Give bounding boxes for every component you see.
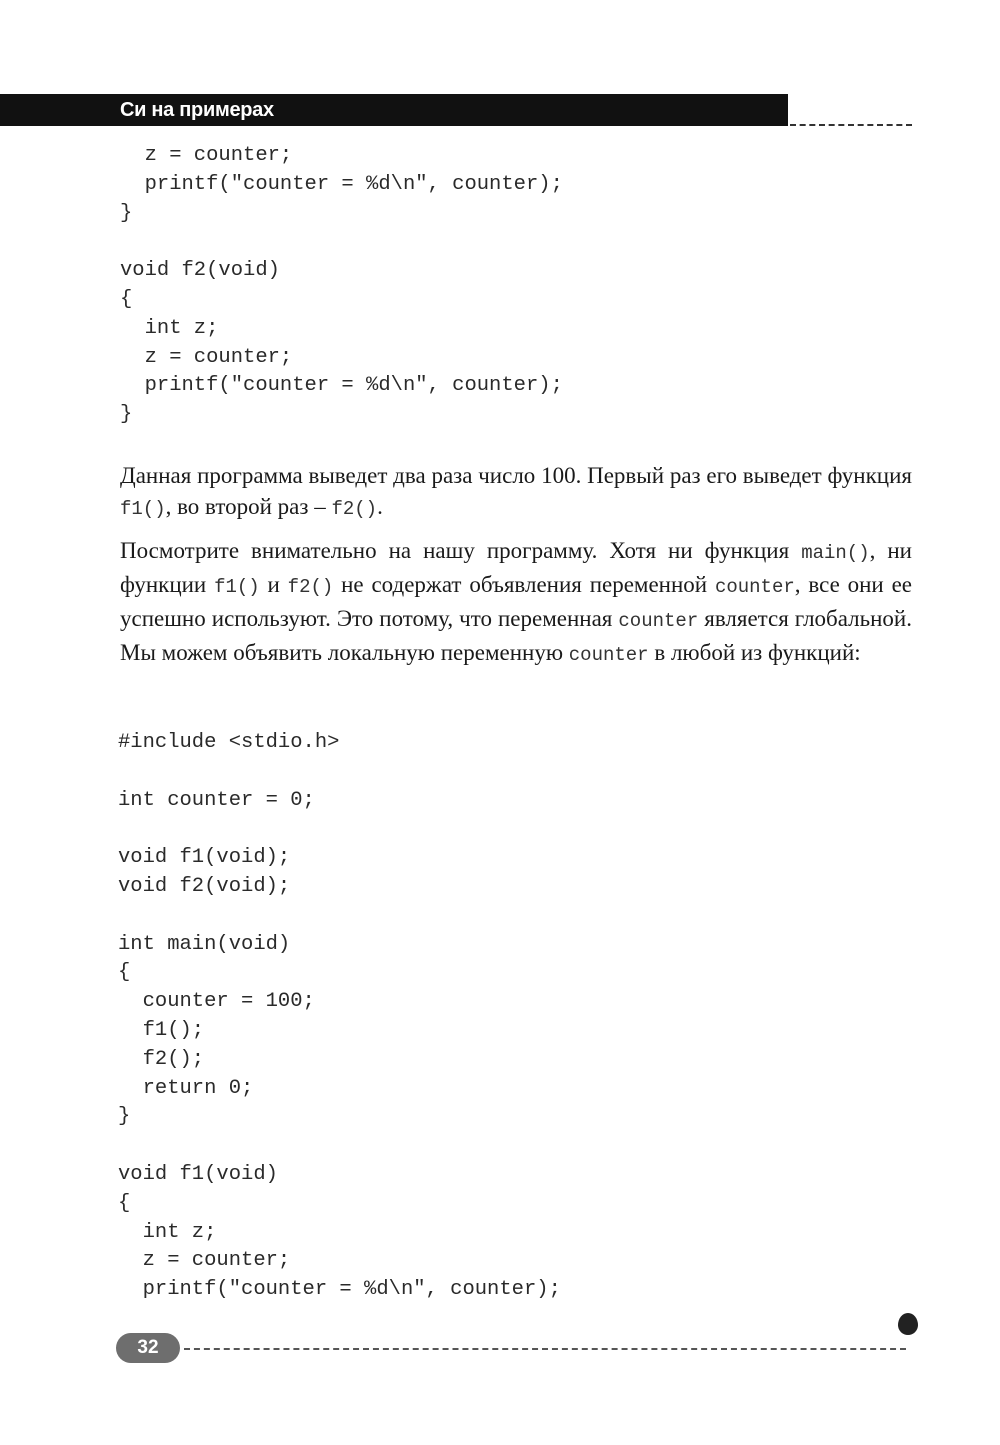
code-line: int counter = 0;	[118, 788, 315, 812]
code-line: int z;	[118, 1220, 217, 1244]
code-line: printf("counter = %d\n", counter);	[118, 1278, 561, 1302]
code-line: void f2(void)	[120, 259, 280, 283]
code-line	[118, 815, 561, 844]
code-line: printf("counter = %d\n", counter);	[120, 172, 563, 196]
body-paragraph-1	[120, 460, 912, 525]
code-line: {	[120, 287, 133, 311]
code-line: printf("counter = %d\n", counter);	[120, 374, 563, 398]
code-line: }	[120, 403, 133, 427]
header-dotted-rule	[790, 124, 912, 126]
running-header-title: Си на примерах	[120, 99, 274, 121]
code-line	[118, 1132, 561, 1161]
inline-code: f1()	[120, 498, 166, 520]
paragraph-text: и	[259, 572, 288, 597]
paragraph-text: в любой из функций:	[648, 640, 861, 665]
inline-code: counter	[714, 576, 795, 598]
footer-drop-ornament	[898, 1313, 918, 1335]
footer-dotted-rule	[184, 1348, 906, 1350]
paragraph-text: Данная программа выведет два раза число 100. Первый раз его выведет функция	[120, 463, 912, 488]
paragraph-text: является глобальной. Мы можем объявить локальную переменную	[120, 606, 912, 665]
paragraph-text: , ни функции	[120, 538, 912, 597]
inline-code: f2()	[331, 498, 378, 520]
code-line	[120, 228, 563, 257]
code-line: {	[118, 961, 131, 985]
inline-code: f1()	[214, 576, 260, 598]
code-line: counter = 100;	[118, 990, 315, 1014]
code-line: int main(void)	[118, 932, 291, 956]
inline-code: f2()	[287, 576, 334, 598]
paragraph-text: .	[377, 494, 383, 519]
code-line: z = counter;	[120, 144, 293, 167]
code-line: f1();	[118, 1018, 205, 1042]
code-block-bottom	[118, 729, 561, 1305]
code-line: #include <stdio.h>	[118, 731, 340, 754]
code-line: void f1(void)	[118, 1162, 278, 1186]
paragraph-text: не содержат объявления переменной	[333, 572, 715, 597]
page-number-badge: 32	[116, 1333, 180, 1363]
code-line	[118, 758, 561, 787]
inline-code: counter	[568, 644, 649, 666]
code-line: {	[118, 1191, 131, 1215]
code-line: void f2(void);	[118, 874, 291, 898]
body-paragraph-2	[120, 535, 912, 671]
paragraph-text: , все они ее успешно используют. Это потому, что переменная	[120, 572, 912, 631]
code-line: }	[118, 1105, 131, 1129]
code-line: return 0;	[118, 1076, 254, 1100]
code-line: void f1(void);	[118, 846, 291, 870]
code-line: f2();	[118, 1047, 205, 1071]
code-block-top	[120, 142, 563, 430]
inline-code: counter	[618, 610, 699, 632]
inline-code: main()	[801, 542, 870, 564]
paragraph-text: , во второй раз –	[165, 494, 332, 519]
code-line: z = counter;	[118, 1249, 291, 1273]
code-line: int z;	[120, 316, 219, 340]
code-line: z = counter;	[120, 345, 293, 369]
paragraph-text: Посмотрите внимательно на нашу программу. Хотя ни функция	[120, 538, 802, 563]
code-line: }	[120, 201, 133, 225]
running-header-bar	[0, 94, 788, 126]
code-line	[118, 902, 561, 931]
